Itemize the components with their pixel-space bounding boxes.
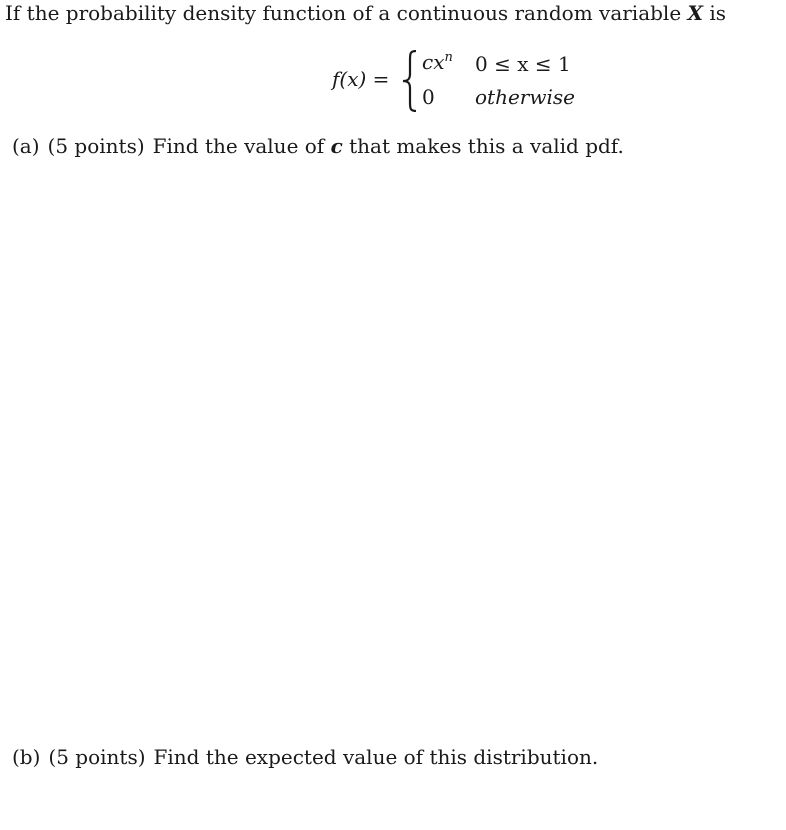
case1-base: cx: [422, 50, 445, 74]
part-a-text-end: that makes this a valid pdf.: [342, 134, 624, 158]
part-b-text: Find the expected value of this distribution.: [153, 745, 599, 769]
left-brace-icon: [402, 50, 418, 112]
part-b-label: (b): [12, 745, 41, 769]
case1-exponent: n: [444, 50, 453, 65]
part-a-variable: c: [330, 134, 343, 158]
case2-value: 0: [422, 85, 435, 109]
part-a-points: (5 points): [47, 134, 145, 158]
part-b-points: (5 points): [48, 745, 146, 769]
part-a-text: Find the value of: [152, 134, 331, 158]
part-a-label: (a): [12, 134, 40, 158]
intro-suffix: is: [703, 1, 727, 25]
case1-condition: 0 ≤ x ≤ 1: [475, 52, 571, 76]
case1-value: [422, 50, 453, 74]
intro-text: If the probability density function of a continuous random variable: [5, 1, 688, 25]
case2-condition: otherwise: [475, 85, 575, 109]
equation-lhs: f(x) =: [332, 67, 390, 91]
part-b-question: [12, 745, 598, 769]
random-variable: X: [687, 1, 704, 25]
part-a-question: [12, 134, 624, 158]
pdf-equation: [332, 50, 592, 112]
problem-statement: [5, 1, 726, 25]
